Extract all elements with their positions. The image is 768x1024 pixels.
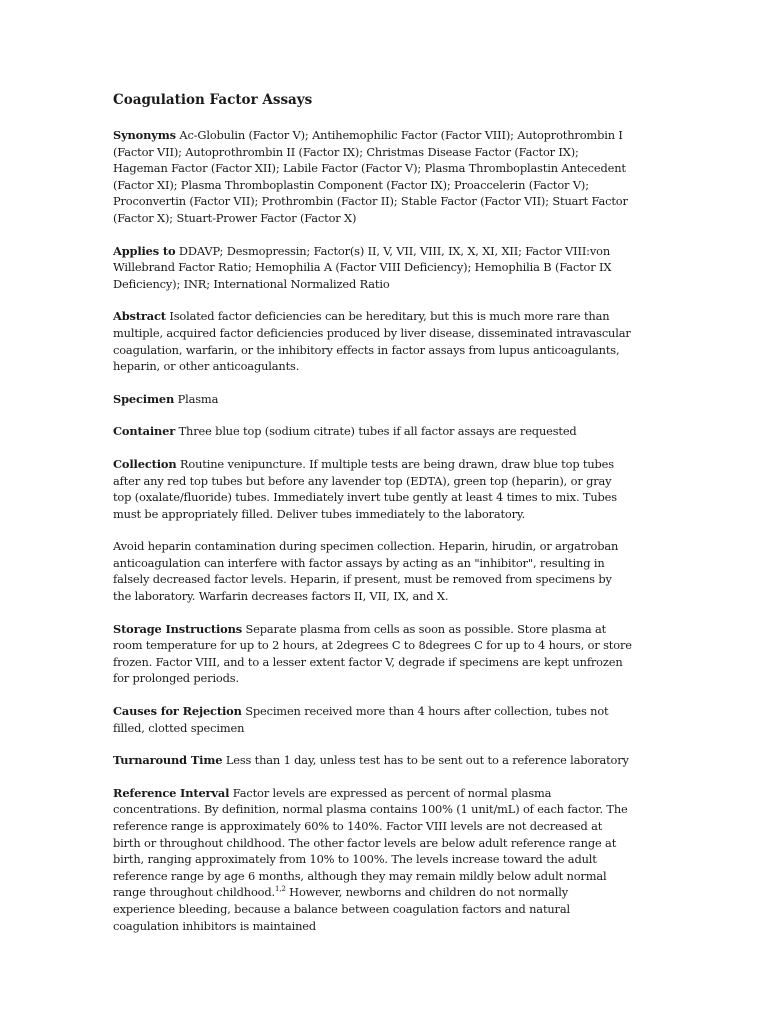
section-label: Reference Interval <box>113 785 230 800</box>
section-heparin-note <box>113 538 633 604</box>
section-turnaround-time <box>113 752 633 769</box>
section-label: Abstract <box>113 309 166 324</box>
section-reference-interval <box>113 785 633 934</box>
section-text: DDAVP; Desmopressin; Factor(s) II, V, VII, VIII, IX, X, XI, XII; Factor VIII:von Willebrand Factor Ratio; Hemophilia A (Factor VIII Deficiency); Hemophilia B (Factor IX Deficiency); INR; International Normalized Ratio <box>113 243 612 291</box>
section-collection <box>113 456 633 522</box>
section-label: Causes for Rejection <box>113 704 242 719</box>
section-text: Avoid heparin contamination during specimen collection. Heparin, hirudin, or argatroban anticoagulation can interfere with factor assays by acting as an "inhibitor", resulting in falsely decreased factor levels. Heparin, if present, must be removed from specimens by the laboratory. Warfarin decreases factors II, VII, IX, and X. <box>113 539 619 604</box>
section-label: Synonyms <box>113 128 176 142</box>
section-container <box>113 423 633 440</box>
section-causes-for-rejection <box>113 703 633 736</box>
section-text: Isolated factor deficiencies can be hereditary, but this is much more rare than multiple, acquired factor deficiencies produced by liver disease, disseminated intravascular coagulation, warfarin, or the inhibitory effects in factor assays from lupus anticoagulants, heparin, or other anticoagulants. <box>113 309 631 374</box>
section-applies-to <box>113 243 633 293</box>
section-label: Applies to <box>113 243 176 258</box>
section-label: Collection <box>113 456 177 471</box>
section-label: Specimen <box>113 391 175 406</box>
citation-superscript: 1,2 <box>275 885 286 894</box>
section-abstract <box>113 308 633 374</box>
document-page <box>113 92 633 950</box>
section-synonyms <box>113 127 633 227</box>
section-text: Plasma <box>177 391 219 406</box>
section-text: Specimen received more than 4 hours after collection, tubes not filled, clotted specimen <box>113 704 609 735</box>
section-text: Three blue top (sodium citrate) tubes if all factor assays are requested <box>178 424 577 439</box>
section-label: Turnaround Time <box>113 753 223 768</box>
section-text: Routine venipuncture. If multiple tests are being drawn, draw blue top tubes after any red top tubes but before any lavender top (EDTA), green top (heparin), or gray top (oxalate/fluoride) tubes. Immediately invert tube gently at least 4 times to mix. Tubes must be appropriately filled. Deliver tubes immediately to the laboratory. <box>113 456 617 521</box>
section-label: Storage Instructions <box>113 621 243 636</box>
section-specimen <box>113 391 633 408</box>
section-text-continued: However, newborns and children do not normally experience bleeding, because a balance between coagulation factors and natural coagulation inhibitors is maintained <box>113 885 570 933</box>
section-text: Separate plasma from cells as soon as possible. Store plasma at room temperature for up to 2 hours, at 2degrees C to 8degrees C for up to 4 hours, or store frozen. Factor VIII, and to a lesser extent factor V, degrade if specimens are kept unfrozen for prolonged periods. <box>113 621 632 686</box>
section-text: Less than 1 day, unless test has to be sent out to a reference laboratory <box>225 753 629 768</box>
section-text: Factor levels are expressed as percent of normal plasma concentrations. By definition, normal plasma contains 100% (1 unit/mL) of each factor. The reference range is approximately 60% to 140%. Factor VIII levels are not decreased at birth or throughout childhood. The other factor levels are below adult reference range at birth, ranging approximately from 10% to 100%. The levels increase toward the adult reference range by age 6 months, although they may remain mildly below adult normal range throughout childhood. <box>113 785 628 900</box>
document-title: Coagulation Factor Assays <box>113 92 313 108</box>
section-label: Container <box>113 424 176 439</box>
section-storage-instructions <box>113 621 633 687</box>
section-text: Ac-Globulin (Factor V); Antihemophilic Factor (Factor VIII); Autoprothrombin I (Factor VII); Autoprothrombin II (Factor IX); Christmas Disease Factor (Factor IX); Hageman Factor (Factor XII); Labile Factor (Factor V); Plasma Thromboplastin Antecedent (Factor XI); Plasma Thromboplastin Component (Factor IX); Proaccelerin (Factor V); Proconvertin (Factor VII); Prothrombin (Factor II); Stable Factor (Factor VII); Stuart Factor (Factor X); Stuart-Prower Factor (Factor X) <box>113 128 628 225</box>
